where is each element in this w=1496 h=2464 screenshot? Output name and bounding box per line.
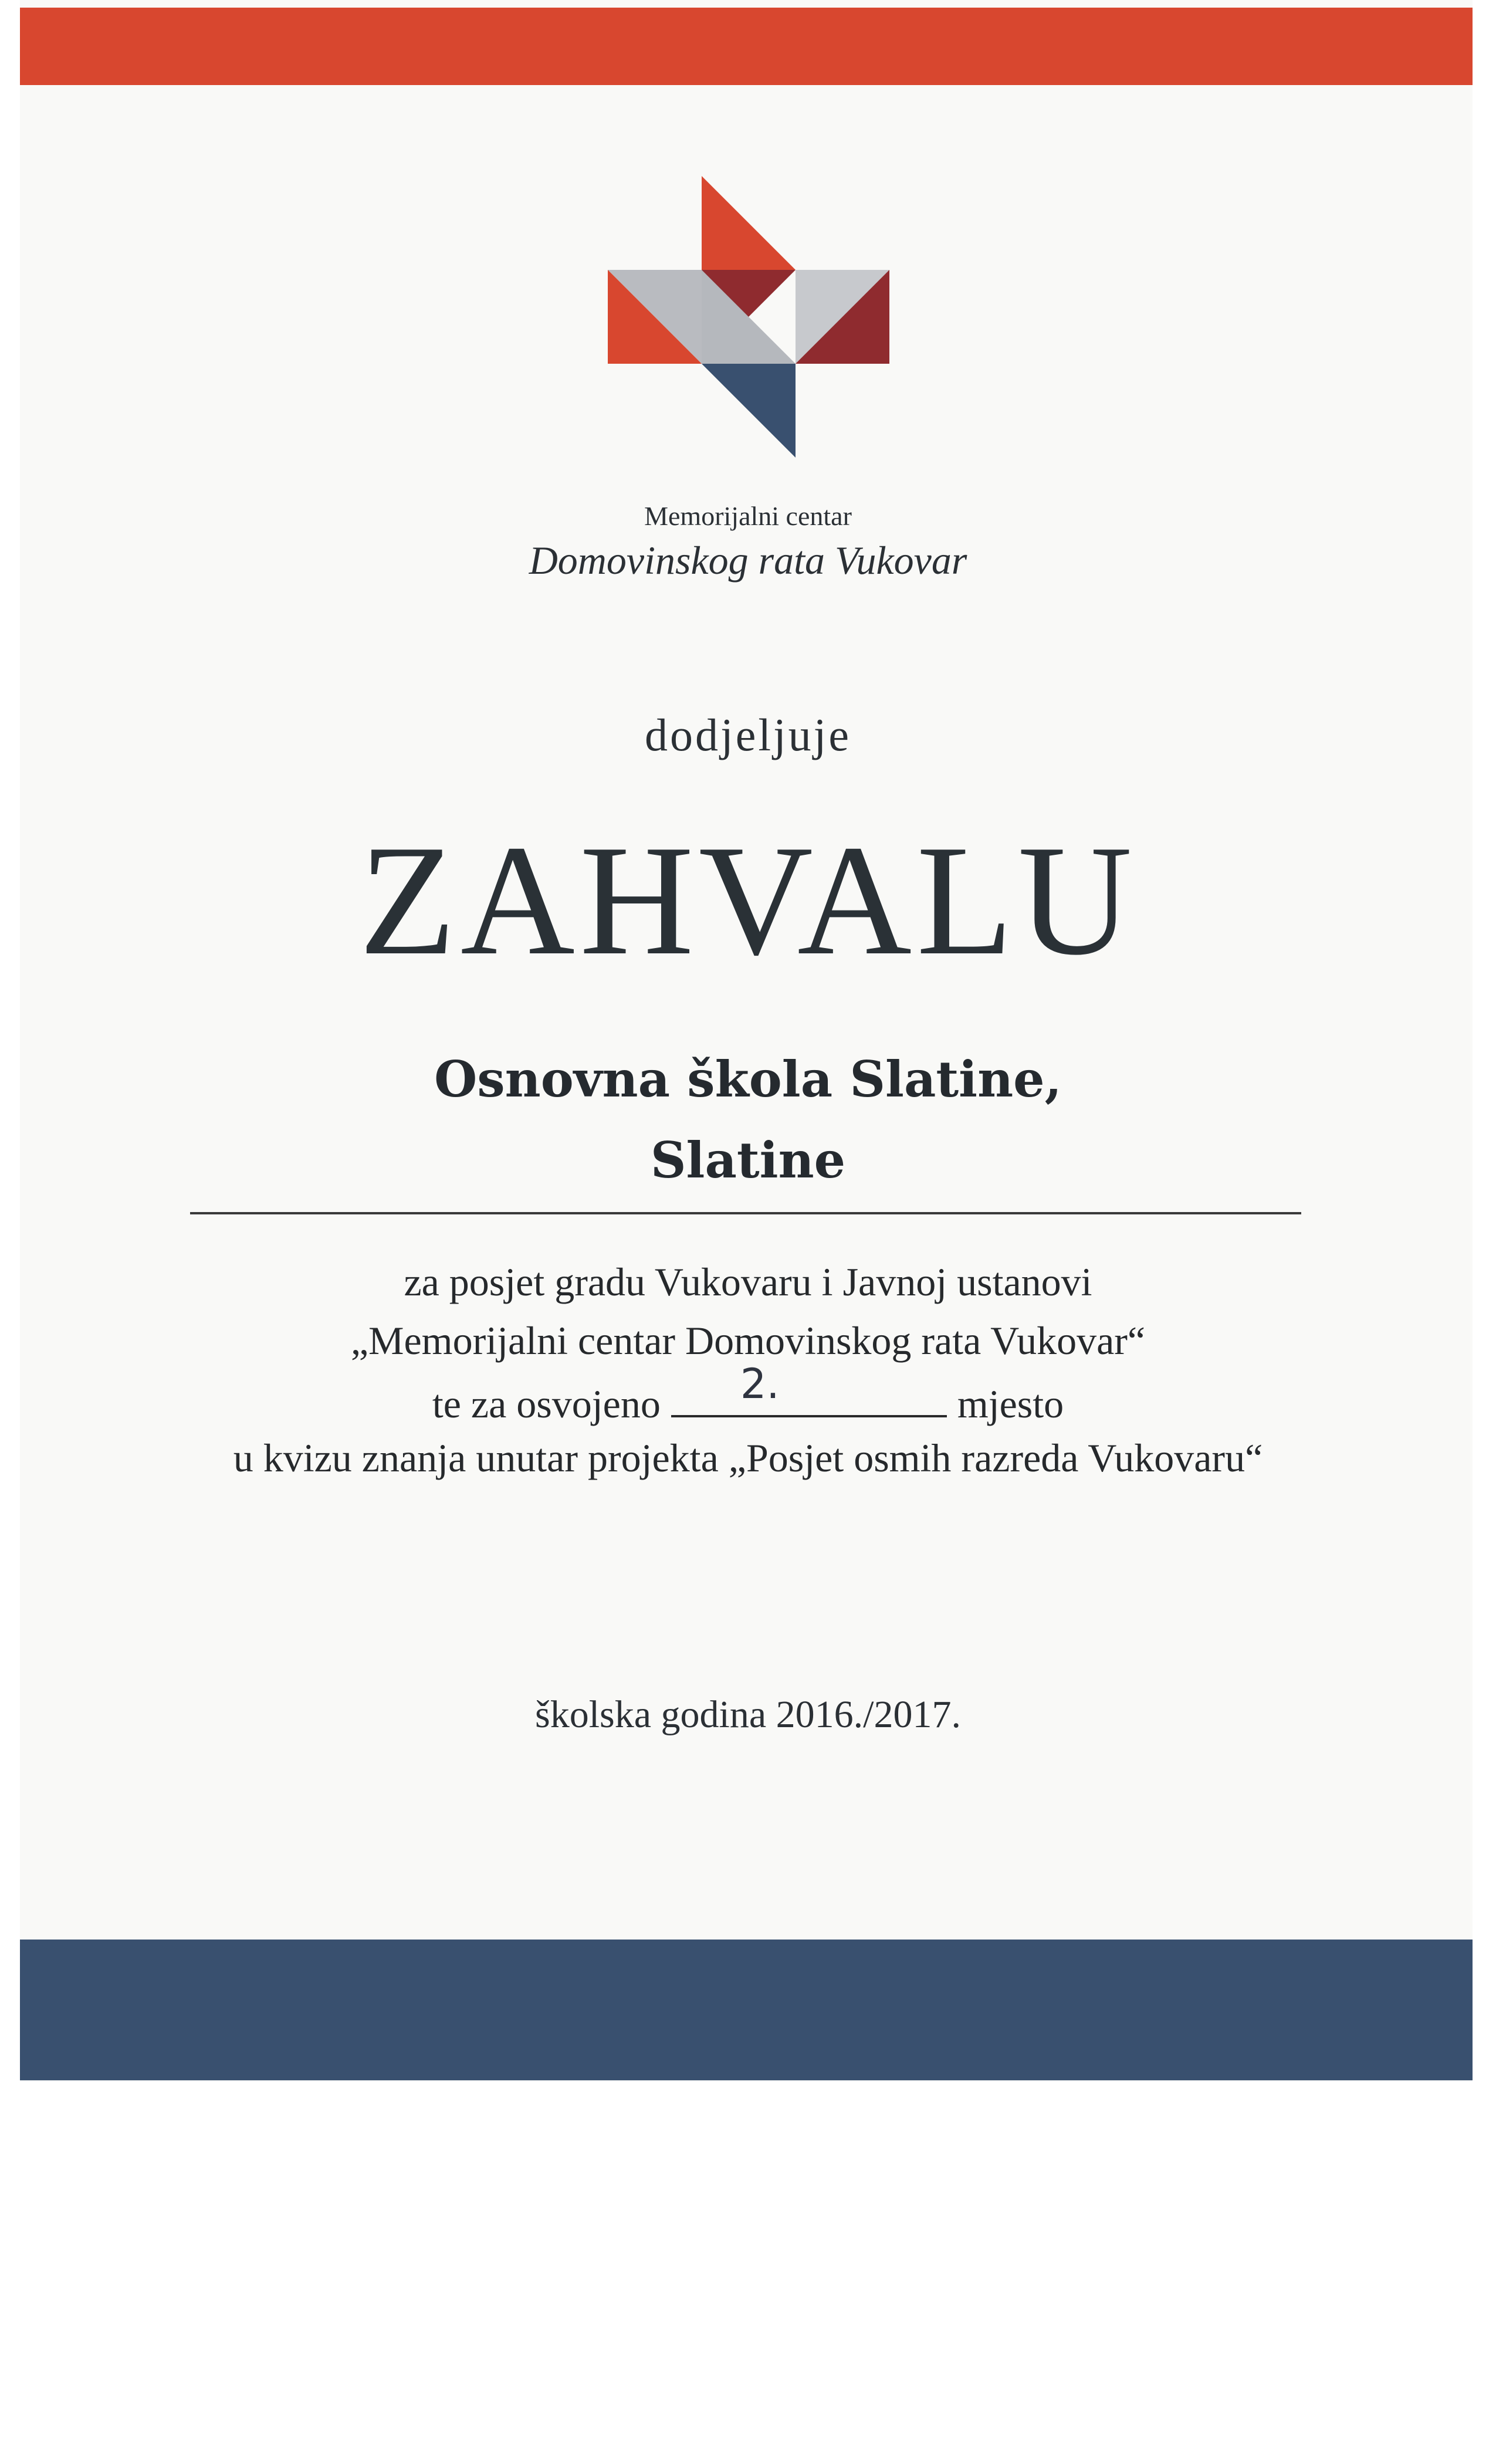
organization-name-line1: Memorijalni centar (644, 501, 852, 531)
top-red-band (20, 8, 1473, 85)
recipient-name-line1: Osnovna škola Slatine, (434, 1050, 1062, 1108)
memorial-centre-star-logo-icon (608, 176, 889, 458)
body-line-3 (59, 1360, 1437, 1430)
body-line-2: „Memorijalni centar Domovinskog rata Vukovar“ (350, 1318, 1146, 1363)
body-line-3-prefix: te za osvojeno (432, 1382, 661, 1426)
handwritten-place: 2. (740, 1360, 780, 1408)
school-year: školska godina 2016./2017. (535, 1693, 961, 1736)
place-blank (671, 1360, 947, 1417)
organization-name-line2: Domovinskog rata Vukovar (529, 538, 967, 583)
certificate-title: ZAHVALU (359, 813, 1137, 988)
awards-verb: dodjeljuje (645, 709, 851, 760)
body-line-4: u kvizu znanja unutar projekta „Posjet osmih razreda Vukovaru“ (233, 1436, 1263, 1480)
recipient-name-line2: Slatine (650, 1131, 846, 1189)
body-line-3-suffix: mjesto (957, 1382, 1064, 1426)
body-line-1: za posjet gradu Vukovaru i Javnoj ustanovi (404, 1260, 1092, 1304)
recipient-underline (190, 1212, 1301, 1214)
bottom-blue-band (20, 1940, 1473, 2080)
